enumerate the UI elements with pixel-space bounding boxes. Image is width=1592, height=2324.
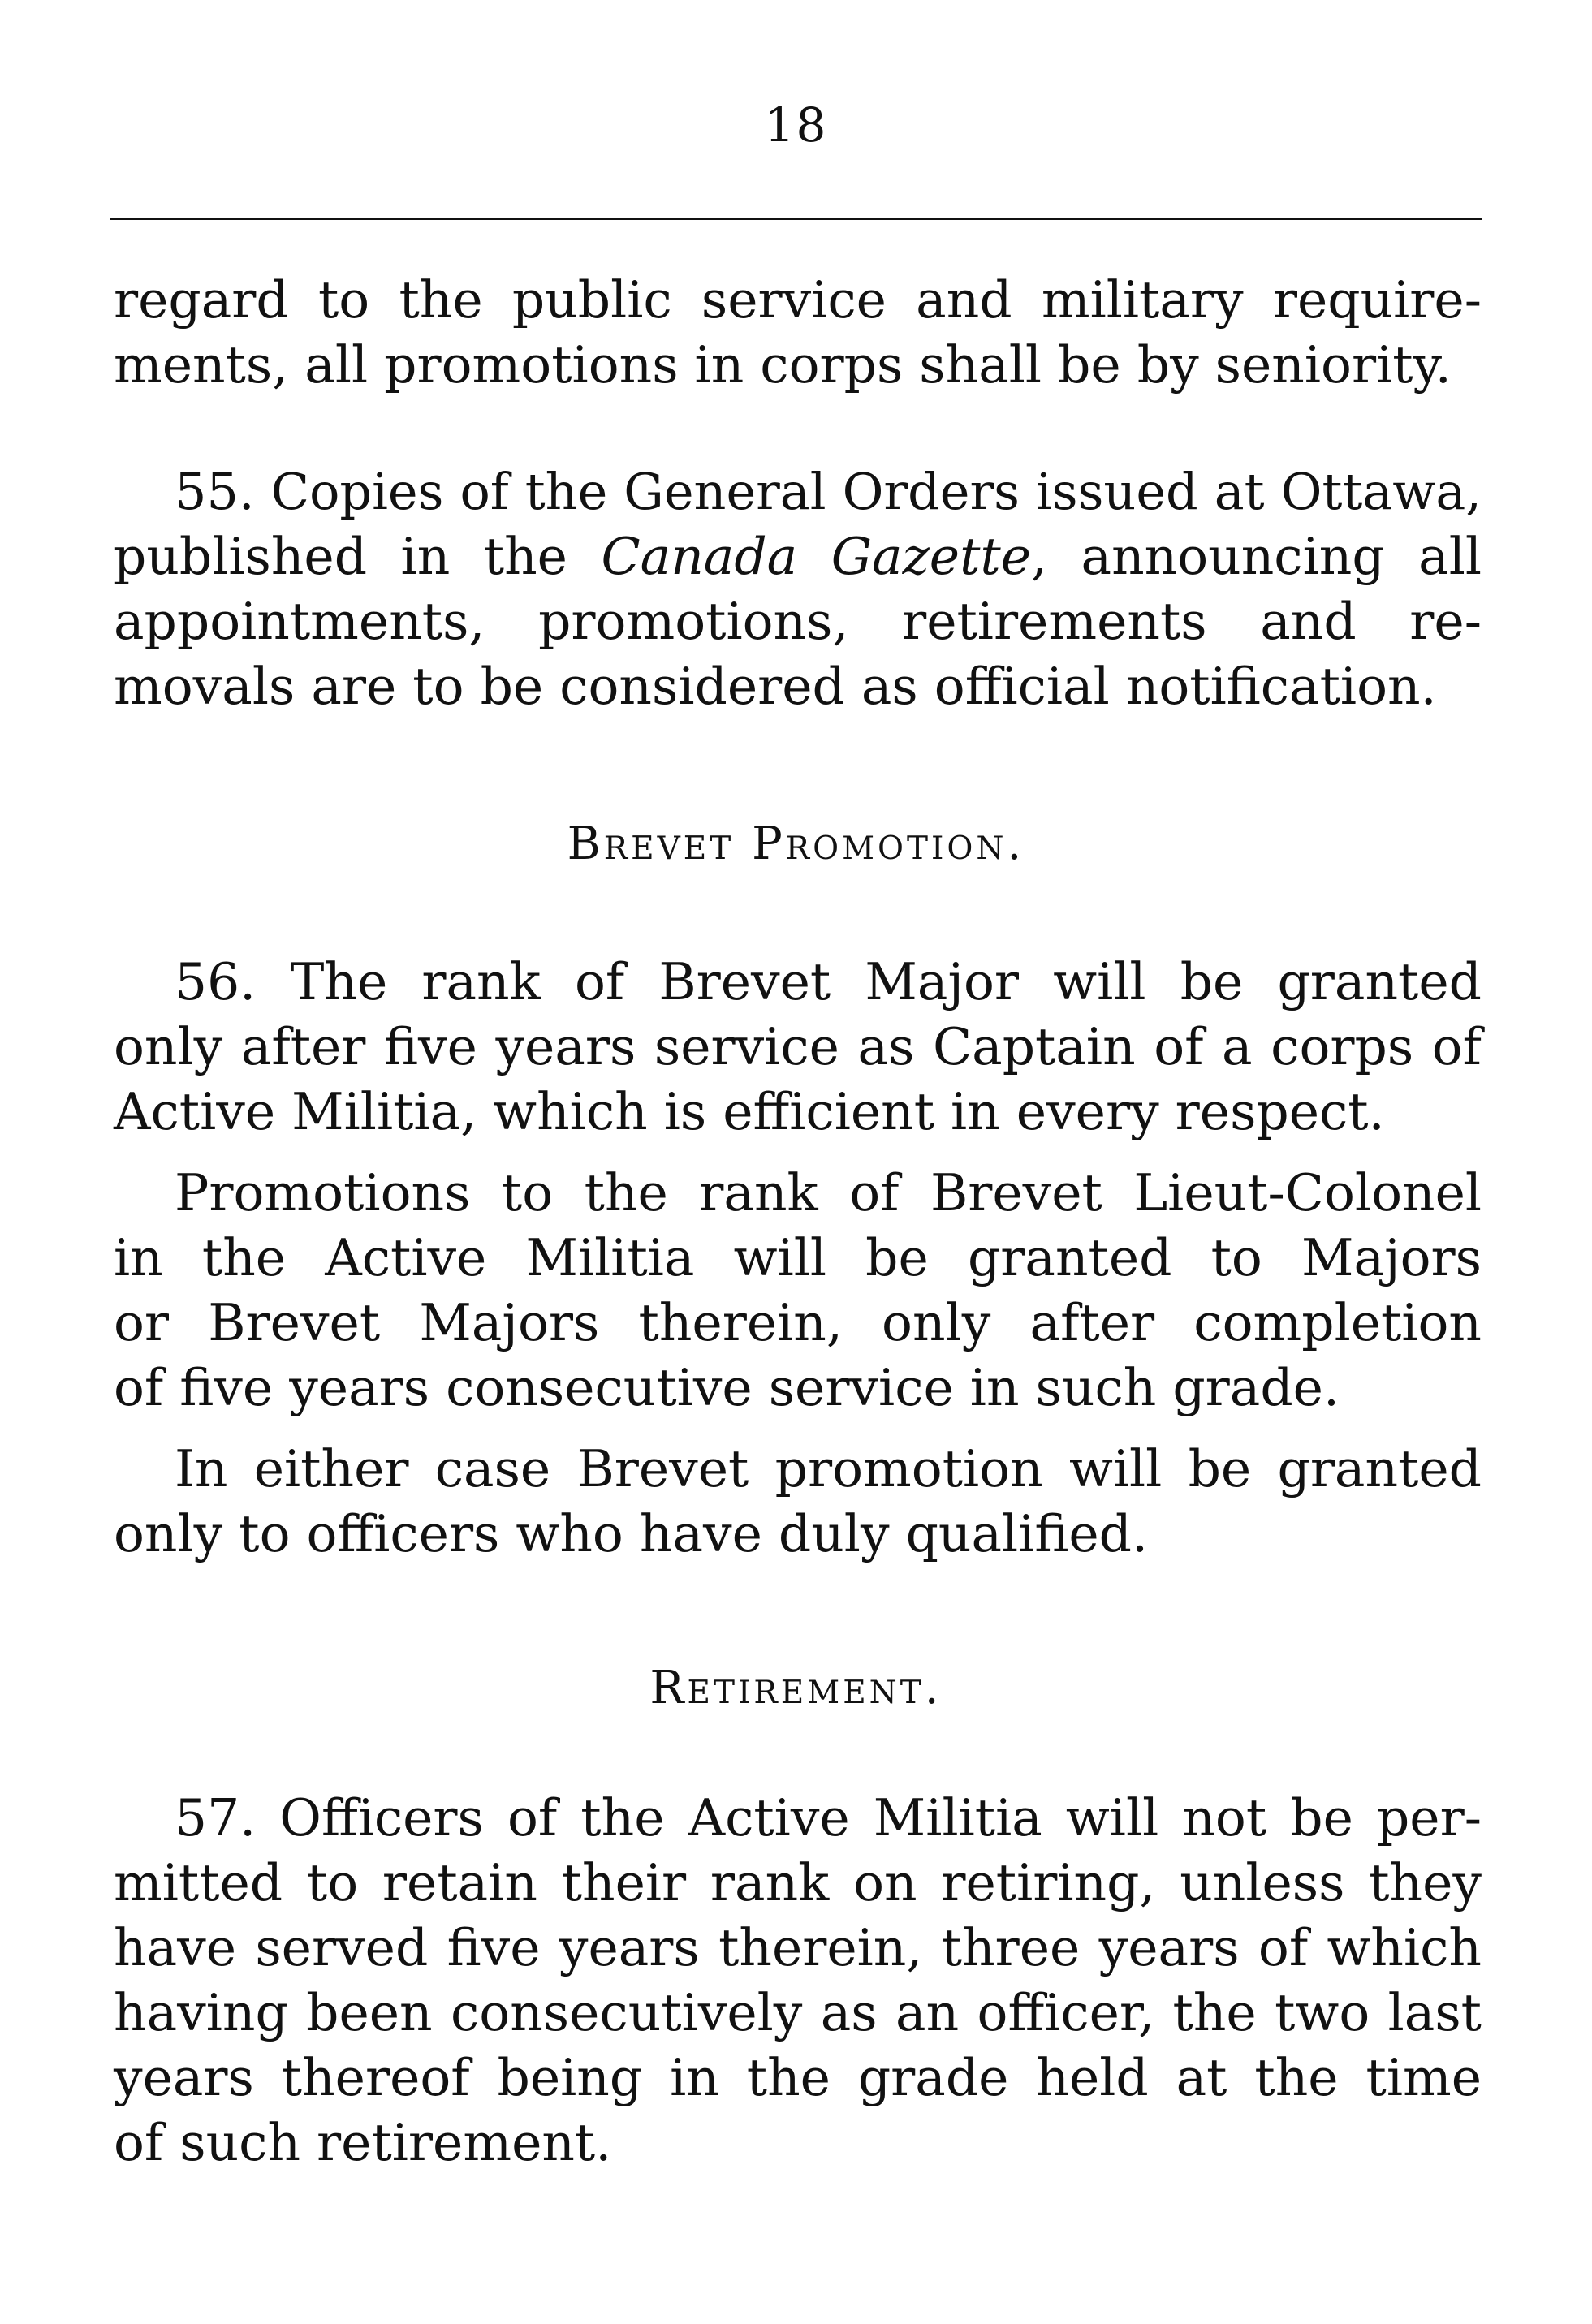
text-line: only after five years service as Captain of a corps of: [114, 1017, 1482, 1076]
text-line: Active Militia, which is efficient in every respect.: [114, 1082, 1385, 1141]
text-line: in the Active Militia will be granted to Majors: [114, 1228, 1482, 1287]
text-line: Promotions to the rank of Brevet Lieut-Colonel: [175, 1163, 1482, 1222]
text-line: of five years consecutive service in such grade.: [114, 1358, 1340, 1417]
text-line: years thereof being in the grade held at the time: [114, 2048, 1482, 2107]
page-number: 18: [764, 97, 828, 153]
text-span: published in the: [114, 527, 602, 586]
text-line: only to officers who have duly qualified.: [114, 1504, 1148, 1563]
text-line: movals are to be considered as official notification.: [114, 657, 1437, 716]
publication-title: Canada Gazette: [601, 527, 1031, 586]
text-line: regard to the public service and military require-: [114, 270, 1482, 330]
text-line: In either case Brevet promotion will be granted: [175, 1439, 1482, 1498]
header-rule: [110, 218, 1482, 220]
text-line: 55. Copies of the General Orders issued at Ottawa,: [175, 462, 1482, 521]
text-line: having been consecutively as an officer, the two last: [114, 1983, 1482, 2042]
text-line: of such retirement.: [114, 2113, 612, 2172]
text-line: have served five years therein, three years of which: [114, 1918, 1482, 1977]
section-heading: Brevet Promotion.: [567, 817, 1025, 870]
text-line: [114, 524, 1482, 589]
text-line: mitted to retain their rank on retiring, unless they: [114, 1853, 1482, 1912]
text-line: appointments, promotions, retirements and re-: [114, 592, 1482, 651]
text-line: ments, all promotions in corps shall be by seniority.: [114, 335, 1452, 395]
text-span: , announcing all: [1031, 527, 1482, 586]
section-heading: Retirement.: [649, 1662, 943, 1714]
text-line: 57. Officers of the Active Militia will not be per-: [175, 1788, 1482, 1848]
text-line: 56. The rank of Brevet Major will be granted: [175, 952, 1482, 1011]
text-line: or Brevet Majors therein, only after completion: [114, 1293, 1482, 1352]
